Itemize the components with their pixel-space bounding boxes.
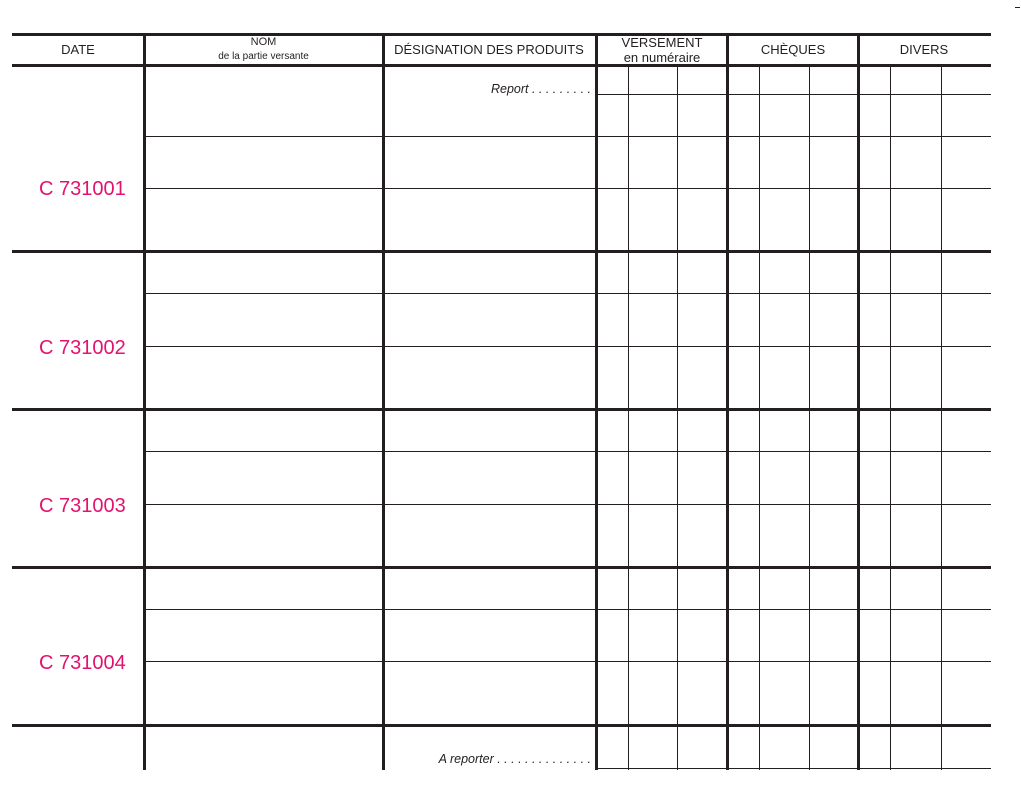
header-designation: DÉSIGNATION DES PRODUITS [394, 42, 584, 57]
header-cheques: CHÈQUES [760, 42, 826, 57]
block-code-4: C 731004 [39, 652, 126, 674]
amount-subcolumn-line [941, 65, 942, 770]
entry-line [145, 293, 991, 294]
block-separator-rule [12, 408, 991, 411]
entry-line [145, 661, 991, 662]
amount-subcolumn-line [677, 65, 678, 770]
entry-line [145, 451, 991, 452]
entry-line [145, 504, 991, 505]
entry-line [145, 346, 991, 347]
amount-subcolumn-line [628, 65, 629, 770]
column-border [595, 34, 598, 770]
column-border [143, 34, 146, 770]
amount-line [597, 768, 991, 769]
block-separator-rule [12, 566, 991, 569]
header-divers: DIVERS [899, 42, 949, 57]
a-reporter-label: A reporter . . . . . . . . . . . . . . [438, 752, 591, 766]
report-label: Report . . . . . . . . . [490, 82, 591, 96]
block-code-2: C 731002 [39, 337, 126, 359]
entry-line [145, 609, 991, 610]
header-bottom-rule [12, 64, 991, 67]
column-border [382, 34, 385, 770]
header-nom-subtitle: de la partie versante [218, 51, 309, 62]
block-separator-rule [12, 724, 991, 727]
block-separator-rule [12, 250, 991, 253]
entry-line [145, 136, 991, 137]
header-versement-subtitle: en numéraire [623, 50, 701, 65]
header-versement: VERSEMENT [621, 35, 703, 50]
entry-line [145, 188, 991, 189]
column-border [857, 34, 860, 770]
header-date: DATE [61, 42, 95, 57]
corner-mark [1015, 7, 1020, 8]
amount-subcolumn-line [759, 65, 760, 770]
block-code-3: C 731003 [39, 495, 126, 517]
column-border [726, 34, 729, 770]
amount-line [597, 94, 991, 95]
header-nom: NOM [250, 36, 277, 48]
amount-subcolumn-line [809, 65, 810, 770]
amount-subcolumn-line [890, 65, 891, 770]
block-code-1: C 731001 [39, 178, 126, 200]
